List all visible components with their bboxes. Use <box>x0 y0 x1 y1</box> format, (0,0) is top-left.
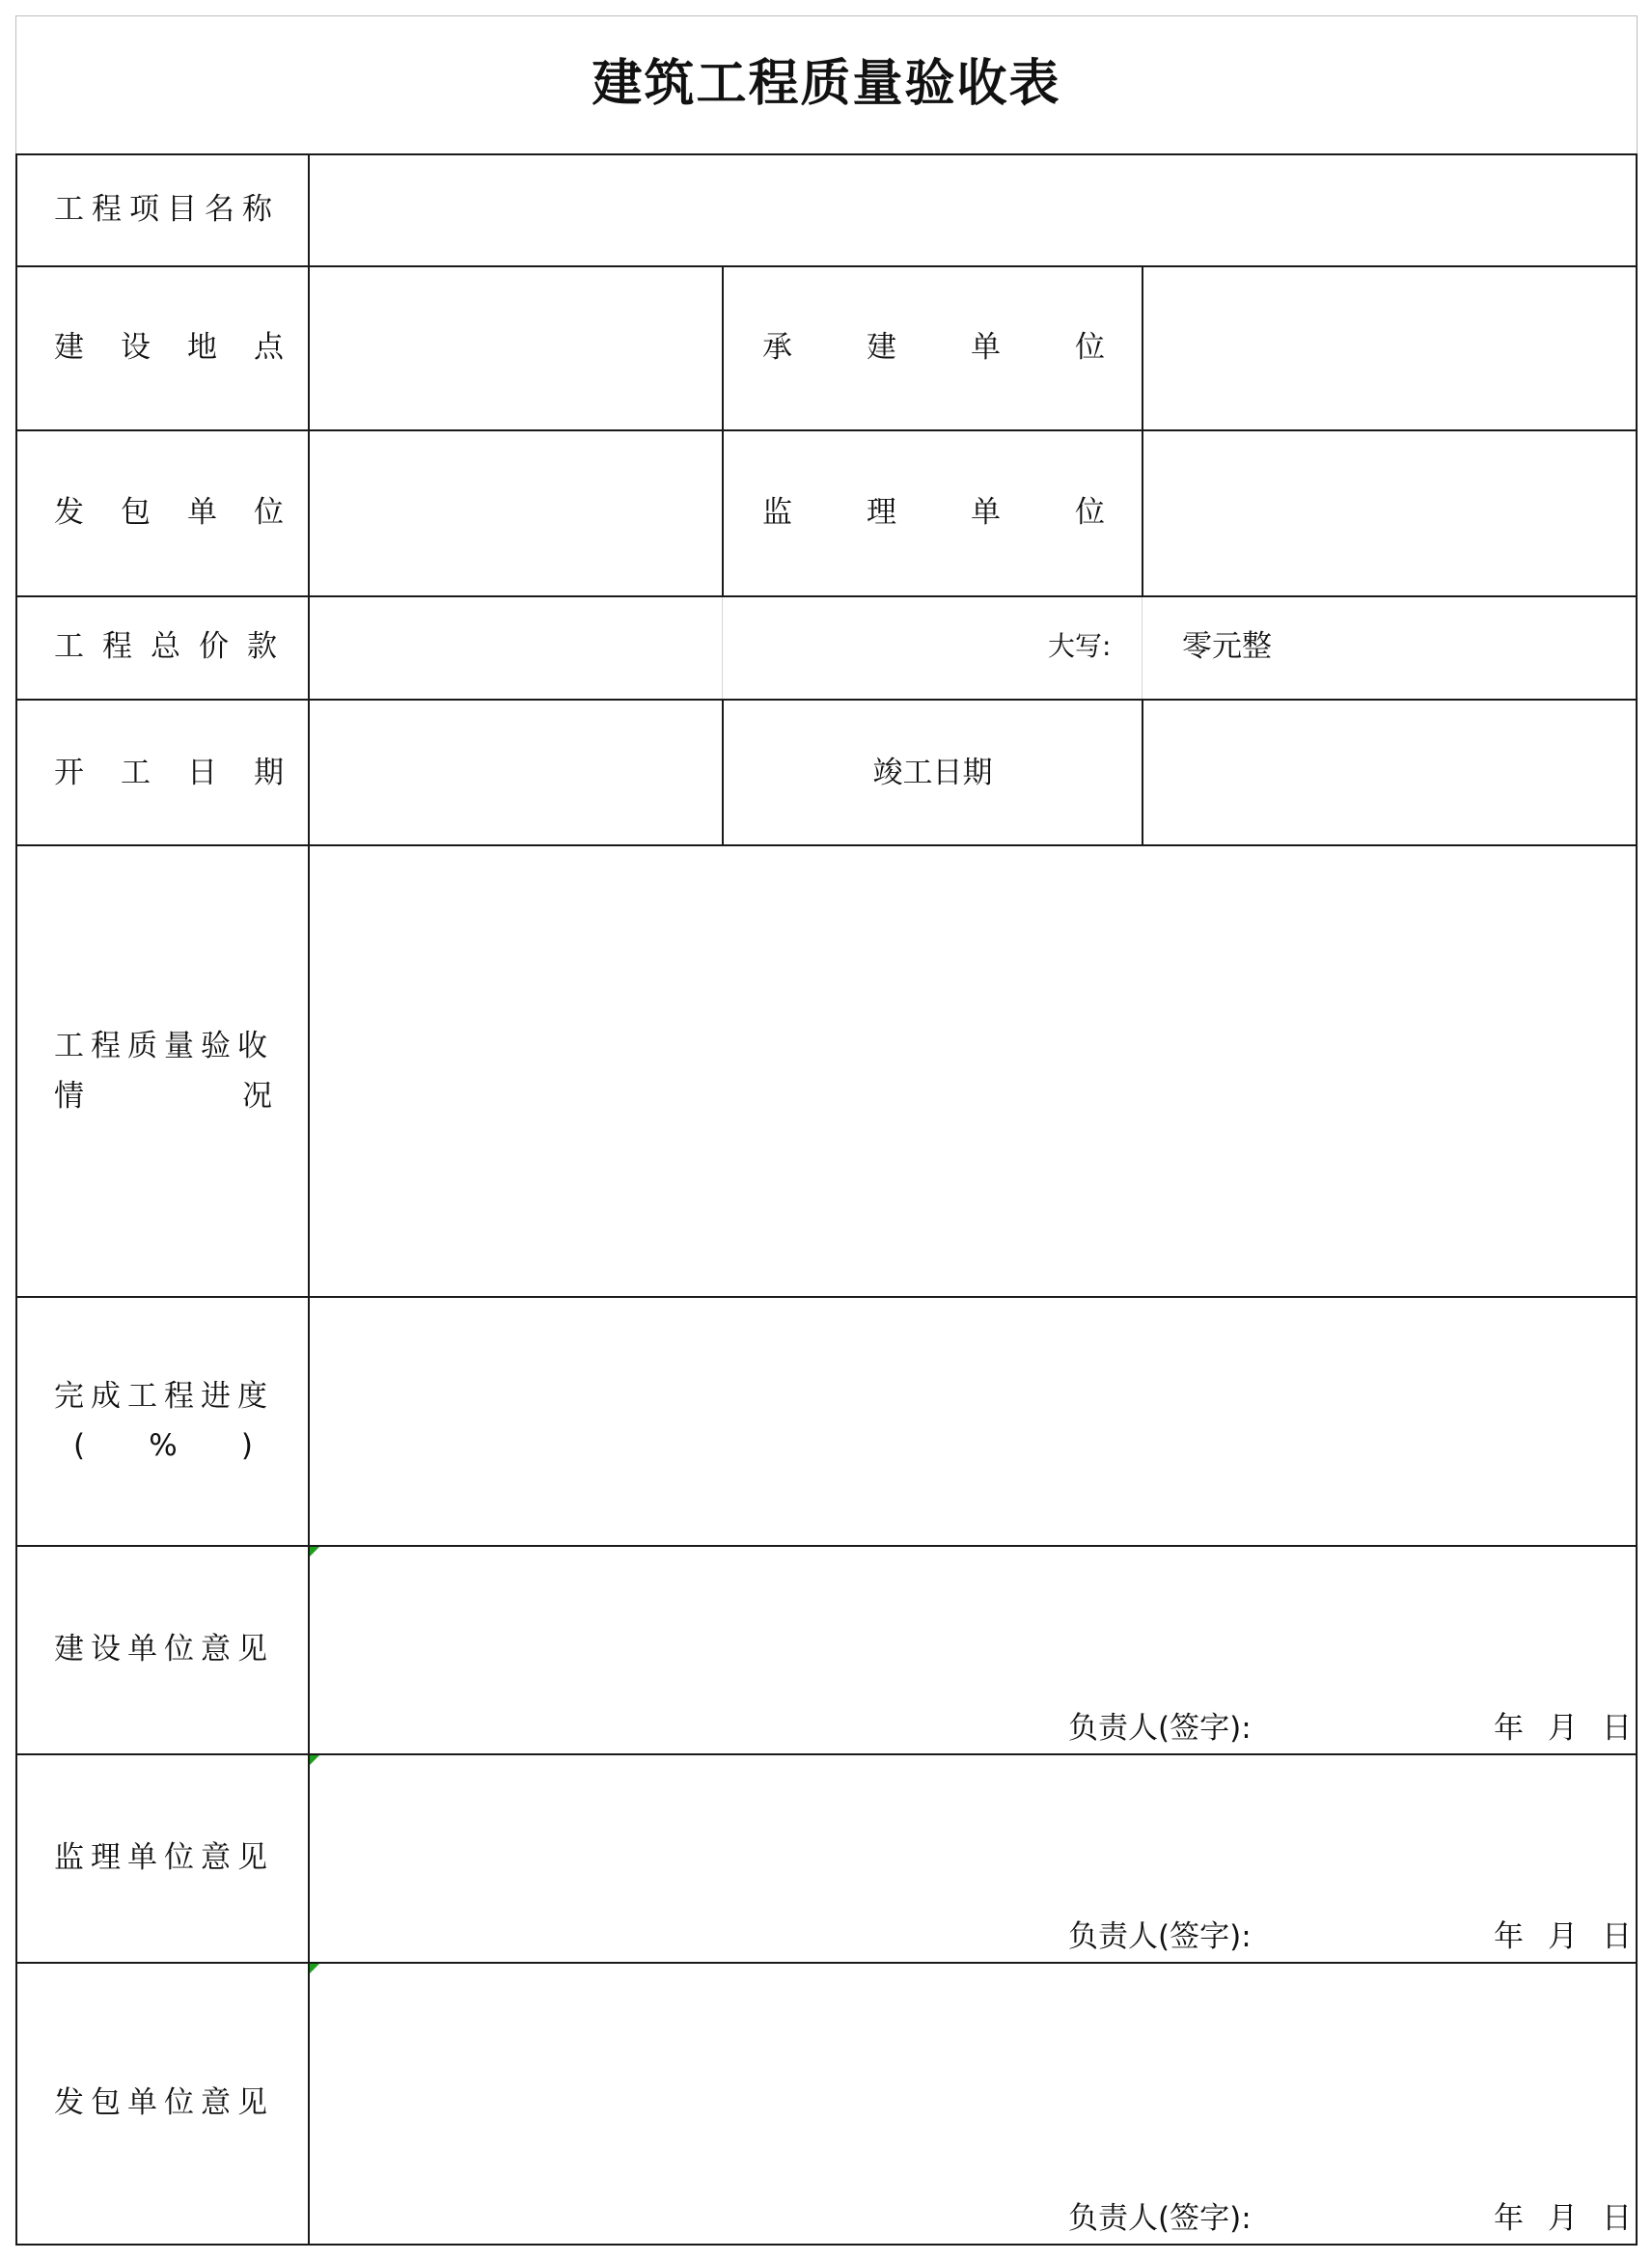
supervisor-sign-year: 年 <box>1494 1919 1524 1954</box>
start-date-field[interactable] <box>310 701 722 844</box>
builder-opinion-label <box>54 1630 272 1668</box>
employer-opinion-field[interactable] <box>310 1964 1636 2244</box>
progress-paren-close: ) <box>240 1428 253 1463</box>
contractor-field[interactable] <box>1143 267 1636 429</box>
builder-opinion-field[interactable] <box>310 1547 1636 1753</box>
builder-sign-day: 日 <box>1602 1711 1632 1746</box>
grid-line-v <box>722 265 724 595</box>
grid-line-v-faint <box>722 597 723 699</box>
supervisor-sign-day: 日 <box>1602 1919 1632 1954</box>
supervisor-opinion-label <box>54 1838 272 1877</box>
employer-text: 发包单位 <box>54 495 320 530</box>
supervisor-label <box>762 493 1179 532</box>
employer-label <box>54 493 320 532</box>
quality-text-1: 工程质量验收 <box>54 1029 274 1063</box>
start-date-label <box>54 754 320 792</box>
progress-paren-open: ( <box>73 1428 86 1463</box>
employer-sign-month: 月 <box>1548 2201 1578 2236</box>
start-date-text: 开工日期 <box>54 756 320 790</box>
grid-line-h <box>15 2244 1638 2246</box>
capital-label: 大写: <box>1048 630 1112 662</box>
total-price-text: 工程总价款 <box>54 629 295 664</box>
site-text: 建设地点 <box>54 330 320 365</box>
supervisor-opinion-field[interactable] <box>310 1755 1636 1962</box>
grid-line-v-faint <box>1142 597 1143 699</box>
quality-label-line2 <box>54 1077 272 1116</box>
site-field[interactable] <box>310 267 722 429</box>
project-name-field[interactable] <box>310 155 1636 265</box>
supervisor-text: 监理单位 <box>762 495 1179 530</box>
quality-label-line1 <box>54 1027 272 1065</box>
grid-line-v <box>1636 153 1638 2246</box>
progress-label-line2 <box>73 1426 253 1465</box>
progress-label-line1 <box>54 1377 272 1416</box>
supervisor-opinion-text: 监理单位意见 <box>54 1840 274 1875</box>
quality-text-2a: 情 <box>54 1079 84 1114</box>
employer-sign-year: 年 <box>1494 2201 1524 2236</box>
builder-sign-month: 月 <box>1548 1711 1578 1746</box>
employer-opinion-text: 发包单位意见 <box>54 2085 274 2120</box>
total-price-field[interactable] <box>310 597 722 699</box>
builder-opinion-text: 建设单位意见 <box>54 1632 274 1667</box>
employer-sign-day: 日 <box>1602 2201 1632 2236</box>
grid-line-h <box>15 595 1638 597</box>
grid-line-v <box>15 153 17 2246</box>
builder-sign-year: 年 <box>1494 1711 1524 1746</box>
project-name-label <box>54 190 280 229</box>
progress-field[interactable] <box>310 1298 1636 1545</box>
contractor-label <box>762 328 1179 367</box>
quality-field[interactable] <box>310 846 1636 1296</box>
site-label <box>54 328 320 367</box>
capital-value: 零元整 <box>1182 629 1272 664</box>
progress-percent: % <box>149 1428 178 1463</box>
supervisor-signature-label: 负责人(签字): <box>1068 1919 1252 1954</box>
completion-date-field[interactable] <box>1143 701 1636 844</box>
employer-opinion-label <box>54 2083 272 2122</box>
supervisor-sign-month: 月 <box>1548 1919 1578 1954</box>
completion-date-label: 竣工日期 <box>872 756 993 790</box>
progress-text-1: 完成工程进度 <box>54 1379 274 1414</box>
contractor-text: 承建单位 <box>762 330 1179 365</box>
employer-signature-label: 负责人(签字): <box>1068 2201 1252 2236</box>
employer-field[interactable] <box>310 431 722 595</box>
builder-signature-label: 负责人(签字): <box>1068 1711 1252 1746</box>
total-price-label <box>54 627 295 666</box>
project-name-text: 工程项目名称 <box>54 192 280 227</box>
form-title: 建筑工程质量验收表 <box>592 55 1061 113</box>
quality-text-2b: 况 <box>242 1079 272 1114</box>
supervisor-field[interactable] <box>1143 431 1636 595</box>
